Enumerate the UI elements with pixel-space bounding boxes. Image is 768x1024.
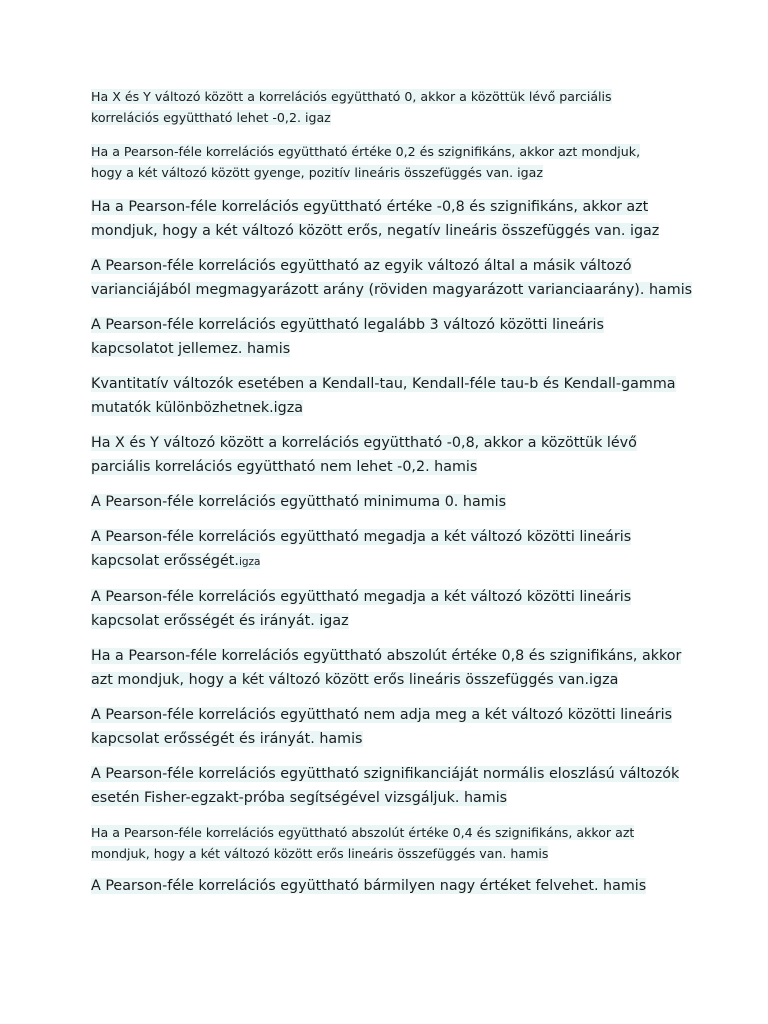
statement <box>91 822 681 864</box>
statement <box>91 585 681 633</box>
statement-line: esetén Fisher-egzakt-próba segítségével vizsgáljuk. hamis <box>91 790 508 806</box>
statement-line: Ha X és Y változó között a korrelációs együttható 0, akkor a közöttük lévő parciális <box>91 89 612 104</box>
statement <box>91 313 681 361</box>
document-body <box>91 86 693 898</box>
statement <box>91 431 681 479</box>
statement-line: A Pearson-féle korrelációs együttható szignifikanciáját normális eloszlású változók <box>91 766 680 782</box>
statement-line: azt mondjuk, hogy a két változó között erős lineáris összefüggés van.igza <box>91 672 619 688</box>
statement-line: mutatók különbözhetnek.igza <box>91 400 303 416</box>
statement-line: A Pearson-féle korrelációs együttható megadja a két változó közötti lineáris <box>91 589 632 605</box>
statement-line: Ha a Pearson-féle korrelációs együttható abszolút értéke 0,4 és szignifikáns, akkor azt <box>91 825 635 840</box>
statement-line: kapcsolat erősségét és irányát. hamis <box>91 731 363 747</box>
statement-line: hogy a két változó között gyenge, pozitív lineáris összefüggés van. igaz <box>91 165 543 180</box>
statement-line: Ha a Pearson-féle korrelációs együttható értéke 0,2 és szignifikáns, akkor azt mondjuk, <box>91 144 641 159</box>
statement <box>91 490 681 514</box>
statement-line: korrelációs együttható lehet -0,2. igaz <box>91 110 331 125</box>
statement-line: A Pearson-féle korrelációs együttható legalább 3 változó közötti lineáris <box>91 317 604 333</box>
statement <box>91 703 681 751</box>
statement-line: kapcsolat erősségét.igza <box>91 553 261 569</box>
statement <box>91 372 681 420</box>
statement-line: A Pearson-féle korrelációs együttható megadja a két változó közötti lineáris <box>91 529 632 545</box>
statement <box>91 874 681 898</box>
statement-line: A Pearson-féle korrelációs együttható minimuma 0. hamis <box>91 494 507 510</box>
statement-line: Ha X és Y változó között a korrelációs együttható -0,8, akkor a közöttük lévő <box>91 435 637 451</box>
statement-suffix: igza <box>238 556 261 568</box>
statement-line: mondjuk, hogy a két változó között erős, negatív lineáris összefüggés van. igaz <box>91 223 660 239</box>
statement <box>91 644 681 692</box>
statement <box>91 762 681 810</box>
statement <box>91 525 681 574</box>
statement-line: kapcsolat erősségét és irányát. igaz <box>91 613 349 629</box>
statement <box>91 86 681 128</box>
statement-line: kapcsolatot jellemez. hamis <box>91 341 291 357</box>
statement-line: Kvantitatív változók esetében a Kendall-tau, Kendall-féle tau-b és Kendall-gamma <box>91 376 676 392</box>
statement-line: Ha a Pearson-féle korrelációs együttható értéke -0,8 és szignifikáns, akkor azt <box>91 199 649 215</box>
statement-line: varianciájából megmagyarázott arány (röviden magyarázott varianciaarány). hamis <box>91 282 693 298</box>
statement <box>91 195 681 243</box>
statement-line: Ha a Pearson-féle korrelációs együttható abszolút értéke 0,8 és szignifikáns, akkor <box>91 648 682 664</box>
statement-line: A Pearson-féle korrelációs együttható nem adja meg a két változó közötti lineáris <box>91 707 673 723</box>
statement-line: mondjuk, hogy a két változó között erős lineáris összefüggés van. hamis <box>91 846 549 861</box>
statement <box>91 254 693 302</box>
statement-line: A Pearson-féle korrelációs együttható bármilyen nagy értéket felvehet. hamis <box>91 878 647 894</box>
statement <box>91 141 681 183</box>
statement-line: A Pearson-féle korrelációs együttható az egyik változó által a másik változó <box>91 258 632 274</box>
statement-line: parciális korrelációs együttható nem lehet -0,2. hamis <box>91 459 478 475</box>
